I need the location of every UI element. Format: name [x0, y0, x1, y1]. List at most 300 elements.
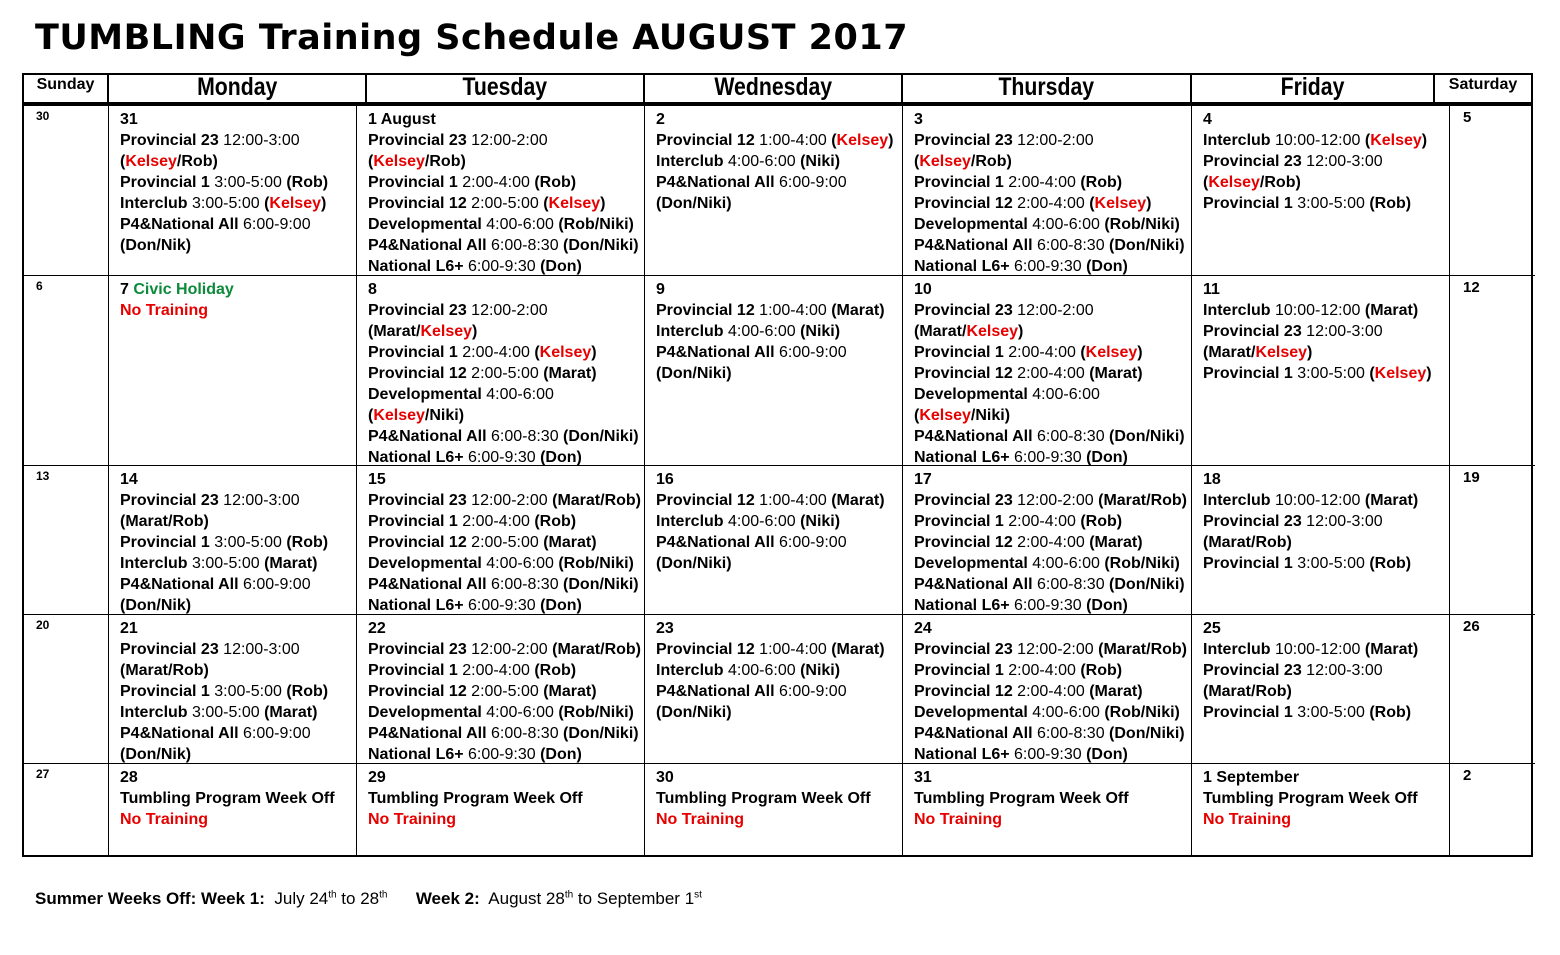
highlight-text: Kelsey [125, 153, 177, 170]
schedule-text: Provincial 1 [914, 174, 1004, 191]
week1-start: July 24 [274, 889, 329, 908]
schedule-text: 6:00-9:00 [238, 576, 311, 593]
day-date-line [914, 767, 1191, 788]
schedule-text: Provincial 23 [120, 132, 219, 149]
schedule-text: 6:00-9:00 [238, 725, 311, 742]
schedule-line [368, 744, 644, 764]
sunday-cell [24, 764, 109, 857]
day-date-line [1203, 767, 1449, 788]
schedule-line [656, 193, 902, 214]
day-schedule [357, 618, 644, 764]
saturday-date: 26 [1463, 618, 1480, 635]
schedule-line [914, 300, 1191, 321]
day-date-line [914, 109, 1191, 130]
day-schedule [645, 279, 902, 384]
week1-end-sup: th [379, 889, 388, 901]
schedule-text: Provincial 12 [656, 641, 755, 658]
schedule-text: (Don/Niki) [656, 555, 732, 572]
schedule-text: (Marat) [1364, 302, 1419, 319]
schedule-line [914, 788, 1191, 809]
schedule-text: Provincial 23 [368, 492, 467, 509]
day-schedule [645, 469, 902, 574]
schedule-line [120, 723, 356, 744]
schedule-text: 6:00-8:30 [486, 237, 564, 254]
schedule-line [656, 532, 902, 553]
schedule-text: ( [1080, 344, 1086, 361]
schedule-text: Developmental [914, 704, 1028, 721]
schedule-text: Provincial 1 [120, 534, 210, 551]
schedule-text: /Niki) [970, 407, 1011, 424]
schedule-line [1203, 363, 1449, 384]
schedule-line [914, 363, 1191, 384]
schedule-text: 2:00-4:00 [457, 174, 535, 191]
schedule-text: P4&National All [368, 725, 487, 742]
schedule-line [1203, 681, 1449, 702]
schedule-text: 1 August [368, 111, 436, 128]
day-date-line [656, 618, 902, 639]
schedule-text: Provincial 23 [1203, 323, 1302, 340]
schedule-text: 11 [1203, 281, 1220, 298]
schedule-text: 4 [1203, 111, 1212, 128]
schedule-line [368, 151, 644, 172]
highlight-text: Kelsey [1094, 195, 1147, 212]
schedule-text: (Marat/Rob) [1098, 641, 1188, 658]
sunday-date: 6 [36, 279, 43, 293]
calendar-grid [22, 104, 1533, 857]
schedule-text: 2:00-4:00 [1003, 513, 1081, 530]
day-date-line [656, 279, 902, 300]
schedule-line [656, 300, 902, 321]
schedule-line [120, 788, 356, 809]
schedule-text: 1:00-4:00 [754, 492, 832, 509]
day-header-label: Monday [196, 73, 278, 101]
schedule-line [120, 193, 356, 214]
schedule-text: 4:00-6:00 [481, 386, 554, 403]
schedule-text: Provincial 12 [368, 683, 467, 700]
schedule-text: Provincial 1 [1203, 365, 1293, 382]
day-date-line [1203, 109, 1449, 130]
schedule-line [914, 681, 1191, 702]
saturday-date: 5 [1463, 109, 1472, 126]
schedule-text: Provincial 1 [1203, 704, 1293, 721]
schedule-text: 6:00-9:00 [238, 216, 311, 233]
schedule-text: 2:00-4:00 [1012, 534, 1090, 551]
day-schedule [109, 767, 356, 830]
schedule-line [914, 809, 1191, 830]
schedule-line [914, 426, 1191, 447]
schedule-text: 9 [656, 281, 665, 298]
schedule-text: Provincial 23 [368, 132, 467, 149]
schedule-text: 3 [914, 111, 923, 128]
highlight-text: Kelsey [548, 195, 601, 212]
day-schedule [109, 469, 356, 615]
schedule-text: (Don/Niki) [1109, 576, 1185, 593]
schedule-line [120, 595, 356, 615]
day-schedule [357, 767, 644, 830]
schedule-text: (Don/Niki) [1109, 725, 1185, 742]
day-cell [1192, 466, 1450, 615]
schedule-text: (Niki) [800, 662, 841, 679]
schedule-line [368, 723, 644, 744]
day-cell [645, 276, 903, 466]
schedule-text: (Don/Niki) [563, 237, 639, 254]
schedule-text: 6:00-9:30 [463, 597, 541, 614]
schedule-text: 4:00-6:00 [1027, 386, 1100, 403]
highlight-text: Kelsey [269, 195, 321, 212]
day-header-monday [107, 73, 365, 104]
schedule-text: 18 [1203, 471, 1221, 488]
schedule-text: Provincial 12 [914, 683, 1013, 700]
schedule-line [1203, 151, 1449, 172]
schedule-text: 3:00-5:00 [1292, 195, 1370, 212]
schedule-text: Interclub [120, 704, 188, 721]
schedule-line [914, 214, 1191, 235]
schedule-line [368, 363, 644, 384]
schedule-text: (Marat/ [914, 323, 967, 340]
schedule-text: 6:00-9:30 [463, 746, 541, 763]
schedule-text: Interclub [656, 323, 724, 340]
schedule-line [1203, 511, 1449, 532]
schedule-line [368, 702, 644, 723]
schedule-text: Provincial 1 [368, 344, 458, 361]
schedule-text: Provincial 12 [368, 365, 467, 382]
schedule-line [914, 172, 1191, 193]
schedule-line [120, 490, 356, 511]
schedule-text: (Marat/Rob) [120, 513, 209, 530]
sunday-date: 27 [36, 767, 50, 781]
schedule-text: 6:00-9:00 [774, 683, 847, 700]
schedule-line [914, 595, 1191, 615]
schedule-text: (Don/Nik) [120, 597, 192, 614]
schedule-text: ( [914, 407, 920, 424]
day-cell [1192, 276, 1450, 466]
day-header-saturday [1433, 73, 1533, 104]
schedule-text: 4:00-6:00 [481, 704, 559, 721]
schedule-text: ( [120, 153, 126, 170]
schedule-text: 6:00-9:30 [1009, 449, 1087, 466]
schedule-text: 6:00-8:30 [1032, 237, 1110, 254]
schedule-text: (Don) [540, 746, 582, 763]
schedule-text: 4:00-6:00 [723, 662, 801, 679]
day-header-sunday [22, 73, 107, 104]
schedule-line [368, 384, 644, 405]
schedule-text: 6:00-8:30 [486, 576, 564, 593]
day-cell [109, 466, 357, 615]
schedule-text: 2:00-4:00 [457, 344, 535, 361]
day-cell [109, 615, 357, 764]
schedule-text: (Marat) [1089, 365, 1143, 382]
day-date-line [368, 767, 644, 788]
schedule-text: ( [1203, 174, 1209, 191]
highlight-text: Kelsey [919, 153, 971, 170]
schedule-text: Provincial 23 [914, 302, 1013, 319]
saturday-cell [1450, 466, 1535, 615]
schedule-text: (Don) [540, 597, 582, 614]
schedule-text: 6:00-8:30 [486, 725, 564, 742]
schedule-text: Provincial 23 [1203, 513, 1302, 530]
day-date-line [1203, 618, 1449, 639]
schedule-text: P4&National All [656, 683, 775, 700]
schedule-text: (Don/Niki) [1109, 237, 1185, 254]
schedule-text: National L6+ [914, 597, 1010, 614]
day-cell [903, 764, 1192, 857]
schedule-line [368, 532, 644, 553]
day-date-line [914, 279, 1191, 300]
schedule-text: Provincial 1 [1203, 195, 1293, 212]
summer-weeks-off-note [35, 889, 702, 909]
schedule-text: Interclub [1203, 492, 1271, 509]
day-date-line [368, 618, 644, 639]
schedule-text: ) [472, 323, 478, 340]
schedule-text: (Marat) [543, 683, 597, 700]
sunday-date: 20 [36, 618, 50, 632]
sunday-date: 30 [36, 109, 50, 123]
day-schedule [357, 469, 644, 615]
week2-end-sup: st [694, 889, 702, 901]
highlight-text: Kelsey [539, 344, 592, 361]
schedule-text: (Niki) [800, 513, 841, 530]
schedule-text: Tumbling Program Week Off [656, 790, 871, 807]
schedule-text: Developmental [368, 704, 482, 721]
schedule-text: (Marat) [543, 365, 597, 382]
schedule-line [368, 574, 644, 595]
schedule-text: Provincial 1 [1203, 555, 1293, 572]
schedule-text: (Rob) [534, 662, 577, 679]
highlight-text: Kelsey [1370, 132, 1422, 149]
schedule-text: 2:00-4:00 [1012, 683, 1090, 700]
day-schedule [109, 109, 356, 256]
schedule-line [1203, 130, 1449, 151]
day-date-line [120, 109, 356, 130]
schedule-line [368, 639, 644, 660]
schedule-text: Provincial 23 [120, 492, 219, 509]
schedule-text: (Marat/Rob) [1203, 683, 1292, 700]
schedule-text: (Don/Niki) [656, 704, 732, 721]
schedule-line [656, 511, 902, 532]
saturday-date: 2 [1463, 767, 1472, 784]
schedule-text: Provincial 23 [914, 641, 1013, 658]
schedule-line [656, 809, 902, 830]
day-cell [903, 466, 1192, 615]
schedule-text: ( [914, 153, 920, 170]
schedule-line [120, 574, 356, 595]
saturday-cell [1450, 106, 1535, 276]
schedule-text: Provincial 1 [368, 174, 458, 191]
schedule-text: (Rob) [534, 513, 577, 530]
day-cell [903, 276, 1192, 466]
sunday-cell [24, 276, 109, 466]
schedule-text: /Rob) [970, 153, 1012, 170]
schedule-text: Provincial 1 [914, 662, 1004, 679]
schedule-line [914, 193, 1191, 214]
day-cell [109, 276, 357, 466]
schedule-text: Provincial 12 [368, 534, 467, 551]
week1-to: to 28 [336, 889, 380, 908]
schedule-text: Provincial 1 [368, 662, 458, 679]
schedule-line [1203, 490, 1449, 511]
schedule-text: 12:00-3:00 [218, 492, 300, 509]
week2-start-sup: th [564, 889, 574, 901]
schedule-line [120, 235, 356, 256]
schedule-text: 10:00-12:00 [1270, 641, 1365, 658]
schedule-text: (Don) [1086, 258, 1128, 275]
schedule-line [368, 130, 644, 151]
day-cell [109, 106, 357, 276]
schedule-text: (Rob/Niki) [558, 216, 634, 233]
schedule-text: P4&National All [656, 174, 775, 191]
schedule-text: 4:00-6:00 [723, 513, 801, 530]
schedule-text: /Rob) [1259, 174, 1301, 191]
day-cell [1192, 764, 1450, 857]
schedule-text: P4&National All [368, 576, 487, 593]
schedule-text: ) [1421, 132, 1428, 149]
schedule-line [1203, 342, 1449, 363]
schedule-text: Developmental [914, 386, 1028, 403]
schedule-text: (Marat) [1089, 683, 1143, 700]
schedule-line [120, 300, 356, 321]
day-cell [903, 106, 1192, 276]
holiday-text: Civic Holiday [133, 281, 234, 298]
schedule-line [1203, 172, 1449, 193]
schedule-line [368, 809, 644, 830]
schedule-text: 31 [120, 111, 138, 128]
schedule-text: 6:00-8:30 [1032, 725, 1110, 742]
schedule-line [1203, 193, 1449, 214]
schedule-text: (Don) [540, 449, 582, 466]
schedule-text: (Marat/ [1203, 344, 1256, 361]
schedule-line [656, 342, 902, 363]
day-date-line [120, 618, 356, 639]
schedule-text: 12:00-2:00 [466, 132, 548, 149]
schedule-text: 12:00-3:00 [1301, 513, 1383, 530]
schedule-text: P4&National All [120, 725, 239, 742]
day-cell [357, 466, 645, 615]
schedule-line [914, 405, 1191, 426]
schedule-text: National L6+ [368, 746, 464, 763]
schedule-line [1203, 532, 1449, 553]
sunday-cell [24, 466, 109, 615]
schedule-text: 12:00-3:00 [1301, 153, 1383, 170]
schedule-text: (Don/Niki) [563, 576, 639, 593]
schedule-text: Provincial 12 [656, 492, 755, 509]
schedule-text: P4&National All [368, 237, 487, 254]
schedule-text: (Niki) [800, 323, 841, 340]
schedule-line [1203, 809, 1449, 830]
schedule-line [368, 447, 644, 466]
schedule-text: 6:00-8:30 [1032, 576, 1110, 593]
schedule-line [368, 681, 644, 702]
schedule-text: P4&National All [914, 725, 1033, 742]
day-cell [645, 615, 903, 764]
schedule-text: 7 [120, 281, 134, 298]
schedule-text: (Rob) [1369, 704, 1412, 721]
saturday-date: 12 [1463, 279, 1480, 296]
schedule-line [914, 639, 1191, 660]
day-date-line [120, 469, 356, 490]
schedule-line [656, 130, 902, 151]
schedule-text: (Don/Nik) [120, 746, 192, 763]
schedule-text: ( [264, 195, 270, 212]
schedule-text: 4:00-6:00 [481, 216, 559, 233]
saturday-date: 19 [1463, 469, 1480, 486]
highlight-text: No Training [1203, 811, 1291, 828]
schedule-line [914, 744, 1191, 764]
day-date-line [120, 279, 356, 300]
schedule-text: 25 [1203, 620, 1221, 637]
schedule-text: 12:00-2:00 [466, 302, 548, 319]
schedule-text: 4:00-6:00 [723, 153, 801, 170]
schedule-line [914, 256, 1191, 276]
day-cell [1192, 615, 1450, 764]
sunday-cell [24, 106, 109, 276]
schedule-text: Provincial 12 [914, 534, 1013, 551]
schedule-line [656, 639, 902, 660]
schedule-text: 6:00-9:00 [774, 174, 847, 191]
schedule-line [914, 511, 1191, 532]
schedule-text: 12:00-2:00 [1012, 641, 1099, 658]
schedule-text: 12:00-2:00 [1012, 132, 1094, 149]
schedule-text: 30 [656, 769, 674, 786]
schedule-line [1203, 702, 1449, 723]
schedule-text: (Marat/Rob) [1098, 492, 1188, 509]
schedule-text: (Marat/Rob) [1203, 534, 1292, 551]
saturday-cell [1450, 615, 1535, 764]
week2-start: August 28 [488, 889, 565, 908]
schedule-text: (Don/Niki) [656, 195, 732, 212]
schedule-text: Developmental [914, 555, 1028, 572]
schedule-text: 3:00-5:00 [1292, 555, 1370, 572]
schedule-text: Interclub [120, 555, 188, 572]
schedule-text: 16 [656, 471, 674, 488]
schedule-text: (Rob/Niki) [1104, 704, 1180, 721]
schedule-text: National L6+ [914, 746, 1010, 763]
day-schedule [357, 279, 644, 466]
schedule-text: 12:00-3:00 [1301, 662, 1383, 679]
schedule-text: 21 [120, 620, 138, 637]
schedule-line [1203, 788, 1449, 809]
schedule-text: P4&National All [120, 216, 239, 233]
schedule-text: (Marat) [1089, 534, 1143, 551]
schedule-text: (Marat) [1364, 492, 1419, 509]
week2-label: Week 2: [415, 889, 480, 908]
highlight-text: Kelsey [373, 153, 425, 170]
day-header-label: Sunday [36, 76, 95, 93]
schedule-text: Provincial 1 [120, 683, 210, 700]
schedule-text: 4:00-6:00 [1027, 555, 1105, 572]
schedule-text: Interclub [120, 195, 188, 212]
schedule-line [656, 553, 902, 574]
schedule-text: (Rob/Niki) [558, 704, 634, 721]
day-date-line [914, 618, 1191, 639]
schedule-line [120, 702, 356, 723]
schedule-text: (Rob) [286, 683, 329, 700]
schedule-line [368, 511, 644, 532]
schedule-text: 3:00-5:00 [187, 704, 265, 721]
schedule-text: ) [1018, 323, 1024, 340]
schedule-line [120, 660, 356, 681]
schedule-line [368, 595, 644, 615]
day-cell [645, 764, 903, 857]
schedule-text: (Rob/Niki) [1104, 216, 1180, 233]
schedule-text: 6:00-9:00 [774, 344, 847, 361]
schedule-text: 8 [368, 281, 377, 298]
schedule-text: 1:00-4:00 [754, 132, 832, 149]
day-header-label: Friday [1280, 73, 1345, 101]
schedule-line [656, 490, 902, 511]
day-date-line [368, 279, 644, 300]
day-header-label: Wednesday [714, 73, 832, 101]
schedule-line [120, 681, 356, 702]
